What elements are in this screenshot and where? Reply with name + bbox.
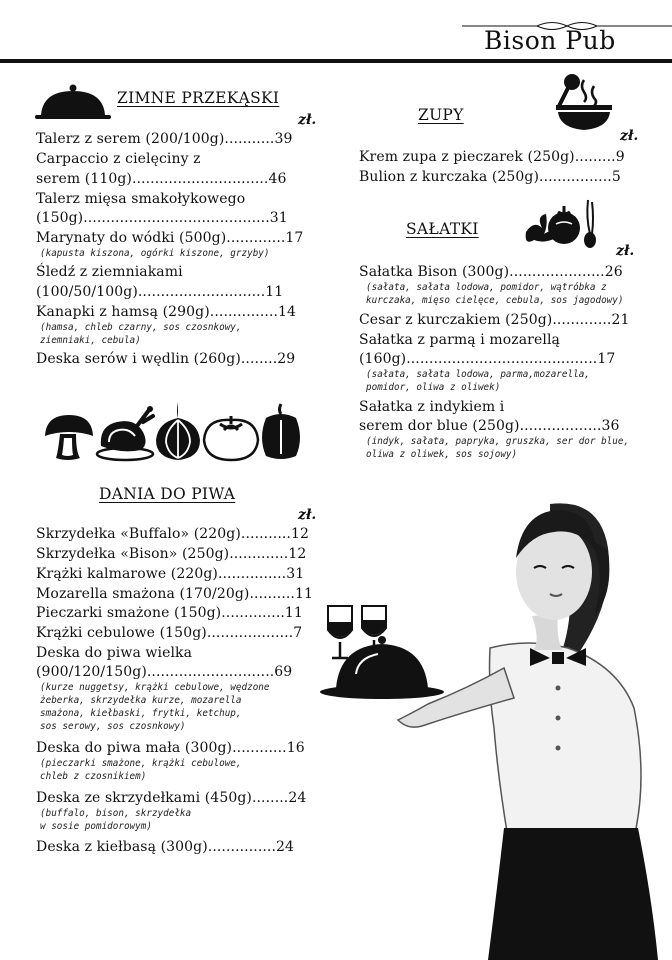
menu-item-note: sos serowy, sos czosnkowy) bbox=[40, 721, 186, 732]
menu-item: Krążki cebulowe (150g)...................7 bbox=[36, 625, 303, 641]
vegetables-icon bbox=[522, 198, 600, 254]
menu-item: Krążki kalmarowe (220g)...............31 bbox=[36, 566, 305, 582]
brand-title: Bison Pub bbox=[484, 26, 616, 55]
menu-item: Marynaty do wódki (500g).............17 bbox=[36, 230, 304, 246]
menu-item: serem (110g)..............................46 bbox=[36, 171, 287, 187]
section-title-cold: ZIMNE PRZEKĄSKI bbox=[117, 89, 280, 107]
section-title-soups: ZUPY bbox=[418, 106, 464, 124]
menu-item: Sałatka Bison (300g).....................26 bbox=[359, 264, 623, 280]
currency-label: zł. bbox=[298, 112, 317, 128]
menu-item-note: (sałata, sałata lodowa, pomidor, wątróbka z bbox=[366, 282, 607, 293]
mushroom-icon bbox=[42, 412, 96, 462]
menu-item: Deska do piwa mała (300g)............16 bbox=[36, 740, 305, 756]
menu-item: Carpaccio z cielęciny z bbox=[36, 151, 201, 167]
menu-item-note: żeberka, skrzydełka kurze, mozarella bbox=[40, 695, 242, 706]
menu-item: Sałatka z indykiem i bbox=[359, 399, 505, 415]
menu-item: Talerz z serem (200/100g)...........39 bbox=[36, 131, 293, 147]
menu-item: Krem zupa z pieczarek (250g).........9 bbox=[359, 149, 625, 165]
menu-item: Talerz mięsa smakołykowego bbox=[36, 191, 246, 207]
menu-item: Deska do piwa wielka bbox=[36, 645, 193, 661]
currency-label: zł. bbox=[616, 243, 635, 259]
menu-item: Skrzydełka «Bison» (250g).............12 bbox=[36, 546, 307, 562]
currency-label: zł. bbox=[298, 507, 317, 523]
menu-item-note: (buffalo, bison, skrzydełka bbox=[40, 808, 192, 819]
menu-item: Bulion z kurczaka (250g)................5 bbox=[359, 169, 621, 185]
menu-item-note: (sałata, sałata lodowa, parma,mozarella, bbox=[366, 369, 590, 380]
menu-item-note: kurczaka, mięso cielęce, cebula, sos jagodowy) bbox=[366, 295, 624, 306]
menu-item: Deska ze skrzydełkami (450g)........24 bbox=[36, 790, 307, 806]
waitress-illustration bbox=[318, 498, 672, 960]
menu-item-note: ziemniaki, cebula) bbox=[40, 335, 141, 346]
tomato-icon bbox=[202, 412, 260, 462]
section-title-beer: DANIA DO PIWA bbox=[99, 485, 236, 503]
menu-item-note: (hamsa, chleb czarny, sos czosnkowy, bbox=[40, 322, 242, 333]
menu-item-note: (pieczarki smażone, krążki cebulowe, bbox=[40, 758, 242, 769]
section-title-salads: SAŁATKI bbox=[406, 220, 479, 238]
menu-item: Cesar z kurczakiem (250g).............21 bbox=[359, 312, 630, 328]
menu-item: Pieczarki smażone (150g)..............11 bbox=[36, 605, 303, 621]
menu-item-note: (kurze nuggetsy, krążki cebulowe, wędzone bbox=[40, 682, 270, 693]
menu-item: (150g).........................................31 bbox=[36, 210, 288, 226]
menu-item: Deska z kiełbasą (300g)...............24 bbox=[36, 839, 295, 855]
menu-item-note: pomidor, oliwa z oliwek) bbox=[366, 382, 501, 393]
menu-item: (100/50/100g)............................11 bbox=[36, 284, 284, 300]
header-divider bbox=[0, 59, 672, 63]
menu-item-note: oliwa z oliwek, sos sojowy) bbox=[366, 449, 518, 460]
menu-item: Śledź z ziemniakami bbox=[36, 264, 183, 280]
menu-item: Deska serów i wędlin (260g)........29 bbox=[36, 351, 296, 367]
pepper-icon bbox=[258, 402, 304, 462]
onion-icon bbox=[154, 400, 202, 462]
menu-item: serem dor blue (250g)..................36 bbox=[359, 418, 620, 434]
menu-item: (160g)..........................................17 bbox=[359, 351, 616, 367]
menu-item: Kanapki z hamsą (290g)...............14 bbox=[36, 304, 297, 320]
menu-item-note: w sosie pomidorowym) bbox=[40, 821, 152, 832]
menu-item-note: smażona, kiełbaski, frytki, ketchup, bbox=[40, 708, 242, 719]
soup-bowl-icon bbox=[546, 72, 616, 134]
menu-item: Mozarella smażona (170/20g)..........11 bbox=[36, 586, 313, 602]
roast-chicken-icon bbox=[95, 404, 155, 462]
menu-item: Sałatka z parmą i mozarellą bbox=[359, 332, 560, 348]
menu-item-note: (kapusta kiszona, ogórki kiszone, grzyby) bbox=[40, 248, 270, 259]
currency-label: zł. bbox=[620, 128, 639, 144]
menu-item-note: (indyk, sałata, papryka, gruszka, ser dor blue, bbox=[366, 436, 630, 447]
menu-item: (900/120/150g)............................69 bbox=[36, 664, 293, 680]
cloche-icon bbox=[33, 82, 113, 122]
menu-item-note: chleb z czosnikiem) bbox=[40, 771, 147, 782]
menu-item: Skrzydełka «Buffalo» (220g)...........12 bbox=[36, 526, 309, 542]
